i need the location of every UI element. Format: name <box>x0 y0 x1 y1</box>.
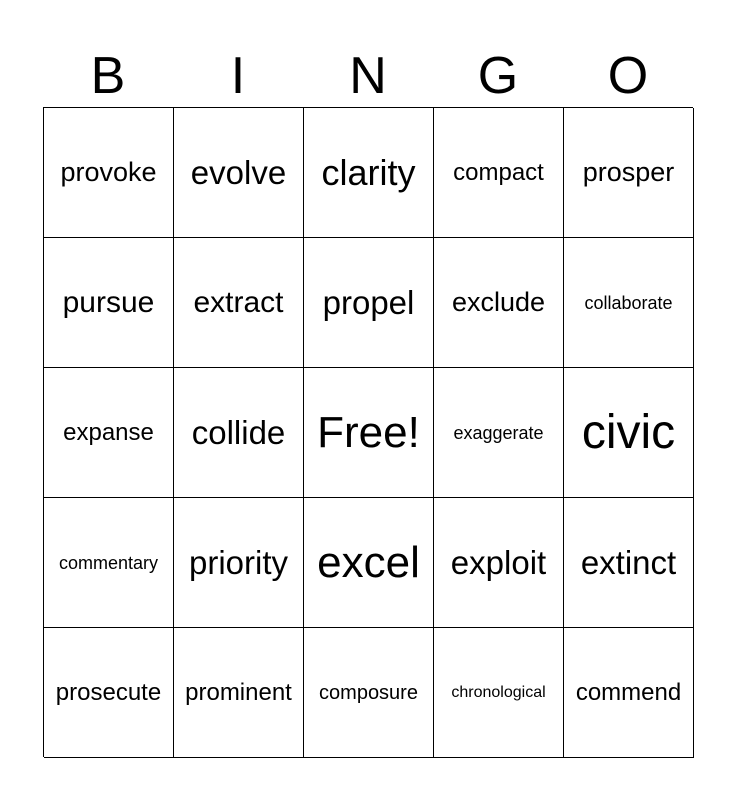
header-letter-b: B <box>90 47 126 105</box>
header-letter-g: G <box>477 47 519 105</box>
bingo-cell[interactable]: propel <box>304 238 434 368</box>
bingo-header <box>43 46 693 106</box>
bingo-cell[interactable]: commentary <box>44 498 174 628</box>
bingo-cell[interactable]: exploit <box>434 498 564 628</box>
bingo-cell[interactable]: extract <box>174 238 304 368</box>
bingo-cell[interactable]: chronological <box>434 628 564 758</box>
bingo-cell[interactable]: excel <box>304 498 434 628</box>
bingo-cell[interactable]: collaborate <box>564 238 694 368</box>
bingo-cell[interactable]: prosecute <box>44 628 174 758</box>
bingo-cell[interactable]: pursue <box>44 238 174 368</box>
bingo-cell[interactable]: prominent <box>174 628 304 758</box>
bingo-cell[interactable]: civic <box>564 368 694 498</box>
header-letter-i: I <box>230 47 246 105</box>
bingo-cell[interactable]: compact <box>434 108 564 238</box>
bingo-cell[interactable]: priority <box>174 498 304 628</box>
bingo-cell[interactable]: extinct <box>564 498 694 628</box>
bingo-cell[interactable]: prosper <box>564 108 694 238</box>
bingo-cell[interactable]: evolve <box>174 108 304 238</box>
header-letter-n: N <box>349 47 387 105</box>
free-space-cell[interactable]: Free! <box>304 368 434 498</box>
bingo-cell[interactable]: clarity <box>304 108 434 238</box>
bingo-cell[interactable]: collide <box>174 368 304 498</box>
bingo-cell[interactable]: commend <box>564 628 694 758</box>
header-letter-o: O <box>607 47 649 105</box>
bingo-cell[interactable]: exclude <box>434 238 564 368</box>
bingo-cell[interactable]: composure <box>304 628 434 758</box>
bingo-cell[interactable]: provoke <box>44 108 174 238</box>
bingo-cell[interactable]: exaggerate <box>434 368 564 498</box>
bingo-cell[interactable]: expanse <box>44 368 174 498</box>
bingo-board <box>43 107 693 757</box>
